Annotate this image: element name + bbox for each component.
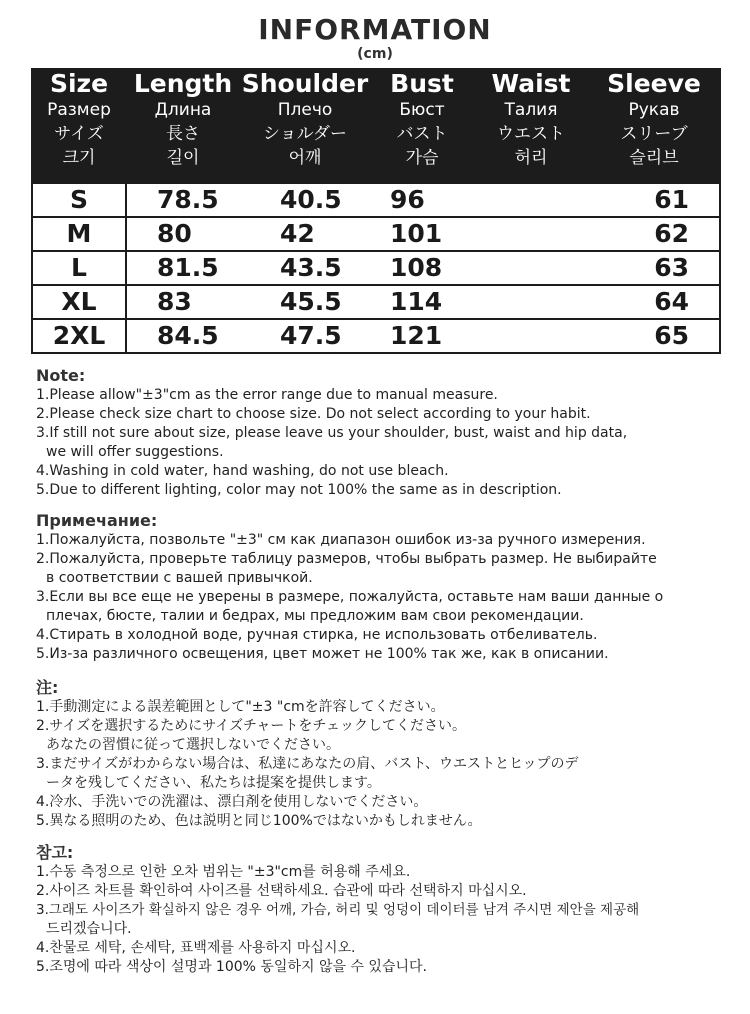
table-cell: 96 xyxy=(370,183,474,217)
note-line: 5.Из-за различного освещения, цвет может не 100% так же, как в описании. xyxy=(36,646,609,662)
table-cell: XL xyxy=(32,285,126,319)
table-cell xyxy=(474,319,588,353)
table-cell: 43.5 xyxy=(240,251,370,285)
note-en xyxy=(36,366,736,500)
note-ru xyxy=(36,511,736,664)
unit-label: (cm) xyxy=(357,46,393,62)
table-cell: 84.5 xyxy=(126,319,240,353)
header-label-en: Length xyxy=(133,69,233,98)
header-label-en: Waist xyxy=(491,69,571,98)
size-chart-header xyxy=(32,69,720,183)
header-label-ko: 어깨 xyxy=(288,148,322,168)
size-chart-body xyxy=(32,183,720,353)
header-label-en: Bust xyxy=(390,69,454,98)
table-cell xyxy=(474,217,588,251)
table-cell: 83 xyxy=(126,285,240,319)
note-line: 4.찬물로 세탁, 손세탁, 표백제를 사용하지 마십시오. xyxy=(36,940,356,956)
table-cell: 62 xyxy=(588,217,720,251)
column-header xyxy=(126,69,240,183)
note-line: 1.Пожалуйста, позвольте "±3" см как диапазон ошибок из-за ручного измерения. xyxy=(36,532,646,548)
table-row xyxy=(32,285,720,319)
header-label-ko: 허리 xyxy=(514,148,548,168)
header-label-en: Shoulder xyxy=(241,69,369,98)
header-label-ja: ウエスト xyxy=(497,124,565,144)
header-label-ja: サイズ xyxy=(54,124,104,144)
note-line: 3.まだサイズがわからない場合は、私達にあなたの肩、バスト、ウエストとヒップのデ xyxy=(36,756,579,772)
note-line: 2.Пожалуйста, проверьте таблицу размеров, чтобы выбрать размер. Не выбирайте xyxy=(36,551,657,567)
header-label-ru: Рукав xyxy=(628,100,680,120)
table-row xyxy=(32,217,720,251)
table-cell: 40.5 xyxy=(240,183,370,217)
column-header xyxy=(474,69,588,183)
header-label-ru: Плечо xyxy=(277,100,333,120)
note-line: 드리겠습니다. xyxy=(46,921,132,937)
table-row xyxy=(32,183,720,217)
table-cell xyxy=(474,183,588,217)
note-line: 5.異なる照明のため、色は説明と同じ100%ではないかもしれません。 xyxy=(36,813,482,829)
header-label-ru: Размер xyxy=(47,100,111,120)
note-line: плечах, бюсте, талии и бедрах, мы предложим вам свои рекомендации. xyxy=(46,608,584,624)
header-row xyxy=(32,69,720,183)
header-label-ko: 크기 xyxy=(62,148,96,168)
table-cell xyxy=(474,251,588,285)
note-line: 1.手動測定による誤差範囲として"±3 "cmを許容してください。 xyxy=(36,699,445,715)
table-cell: 80 xyxy=(126,217,240,251)
table-cell: 42 xyxy=(240,217,370,251)
header-label-ko: 가슴 xyxy=(405,148,439,168)
table-cell: 65 xyxy=(588,319,720,353)
column-header xyxy=(240,69,370,183)
column-header xyxy=(588,69,720,183)
note-ko xyxy=(36,843,736,977)
note-heading: Note: xyxy=(36,366,86,385)
table-cell: 63 xyxy=(588,251,720,285)
note-line: 2.Please check size chart to choose size. Do not select according to your habit. xyxy=(36,406,591,422)
note-line: ータを残してください、私たちは提案を提供します。 xyxy=(46,775,381,791)
table-cell: 81.5 xyxy=(126,251,240,285)
table-cell: 78.5 xyxy=(126,183,240,217)
note-line: 4.冷水、手洗いでの洗濯は、漂白剤を使用しないでください。 xyxy=(36,794,428,810)
note-line: we will offer suggestions. xyxy=(46,444,224,460)
table-cell: L xyxy=(32,251,126,285)
table-cell: S xyxy=(32,183,126,217)
note-line: 3.Если вы все еще не уверены в размере, пожалуйста, оставьте нам ваши данные о xyxy=(36,589,664,605)
table-cell: 114 xyxy=(370,285,474,319)
note-line: 1.Please allow"±3"cm as the error range due to manual measure. xyxy=(36,387,498,403)
header-label-ja: ショルダー xyxy=(263,124,347,144)
table-cell: 61 xyxy=(588,183,720,217)
table-cell: 64 xyxy=(588,285,720,319)
table-cell: M xyxy=(32,217,126,251)
note-ja xyxy=(36,678,736,831)
header-label-ja: 長さ xyxy=(166,124,200,144)
table-cell: 121 xyxy=(370,319,474,353)
table-row xyxy=(32,319,720,353)
header-label-ru: Талия xyxy=(504,100,558,120)
table-cell: 108 xyxy=(370,251,474,285)
note-line: 2.サイズを選択するためにサイズチャートをチェックしてください。 xyxy=(36,718,466,734)
column-header xyxy=(32,69,126,183)
column-header xyxy=(370,69,474,183)
note-line: 5.조명에 따라 색상이 설명과 100% 동일하지 않을 수 있습니다. xyxy=(36,959,427,975)
note-line: 4.Washing in cold water, hand washing, do not use bleach. xyxy=(36,463,449,479)
note-heading: Примечание: xyxy=(36,511,158,530)
header-label-ru: Длина xyxy=(154,100,212,120)
size-chart-table xyxy=(31,68,721,354)
note-line: 4.Стирать в холодной воде, ручная стирка, не использовать отбеливатель. xyxy=(36,627,598,643)
note-heading: 注: xyxy=(36,678,59,697)
header-label-en: Size xyxy=(49,69,109,98)
header-label-ko: 길이 xyxy=(166,148,200,168)
table-cell: 2XL xyxy=(32,319,126,353)
note-heading: 참고: xyxy=(36,843,74,862)
header-label-ko: 슬리브 xyxy=(629,148,679,168)
note-line: 3.If still not sure about size, please leave us your shoulder, bust, waist and hip data, xyxy=(36,425,628,441)
table-cell: 101 xyxy=(370,217,474,251)
note-line: 2.사이즈 차트를 확인하여 사이즈를 선택하세요. 습관에 따라 선택하지 마십시오. xyxy=(36,883,527,899)
note-line: あなたの習慣に従って選択しないでください。 xyxy=(46,737,340,753)
table-row xyxy=(32,251,720,285)
header-label-en: Sleeve xyxy=(607,69,701,98)
note-line: в соответствии с вашей привычкой. xyxy=(46,570,313,586)
header-label-ja: スリーブ xyxy=(620,124,688,144)
table-cell: 47.5 xyxy=(240,319,370,353)
header-label-ru: Бюст xyxy=(399,100,445,120)
header-label-ja: バスト xyxy=(396,124,448,144)
table-cell: 45.5 xyxy=(240,285,370,319)
page-title: INFORMATION xyxy=(258,13,492,46)
table-cell xyxy=(474,285,588,319)
note-line: 5.Due to different lighting, color may not 100% the same as in description. xyxy=(36,482,562,498)
note-line: 1.수동 측정으로 인한 오차 범위는 "±3"cm를 허용해 주세요. xyxy=(36,864,411,880)
note-line: 3.그래도 사이즈가 확실하지 않은 경우 어깨, 가슴, 허리 및 엉덩이 데이터를 남겨 주시면 제안을 제공해 xyxy=(36,902,640,918)
